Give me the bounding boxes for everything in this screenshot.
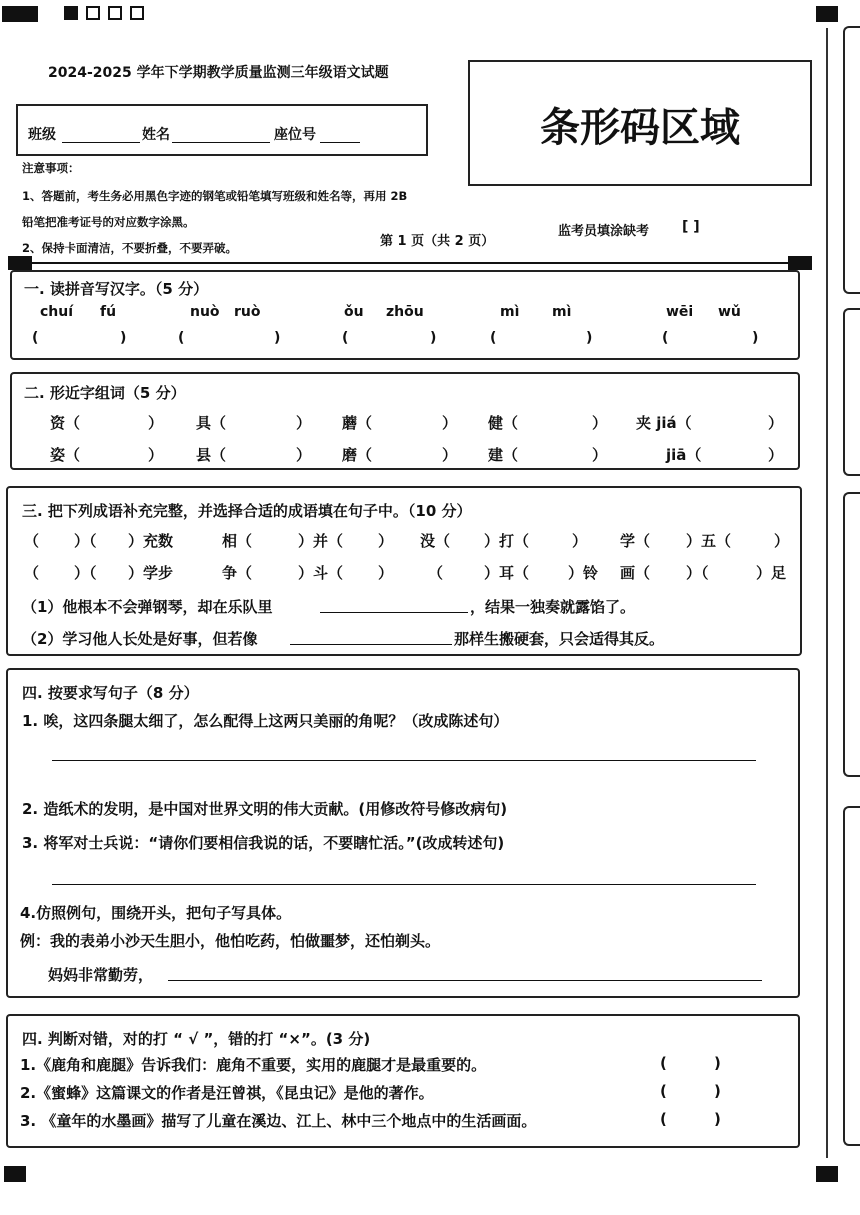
section-1-title: 一. 读拼音写汉字。（5 分） — [24, 280, 209, 298]
char-zi-2-close[interactable]: ） — [148, 446, 164, 464]
id-square-4 — [130, 6, 144, 20]
judge-item-2: 2.《蜜蜂》这篇课文的作者是汪曾祺，《昆虫记》是他的著作。 — [20, 1084, 434, 1102]
seat-label: 座位号 — [274, 127, 316, 143]
sentence-2-suffix: 那样生搬硬套，只会适得其反。 — [454, 630, 665, 648]
answer-4-open[interactable]: ( — [490, 330, 497, 346]
sentence-1-prefix: （1）他根本不会弹钢琴，却在乐队里 — [22, 598, 273, 616]
idiom-5-c[interactable]: ）学步 — [128, 564, 174, 582]
pinyin-7: mì — [500, 304, 520, 320]
note-1b: 铅笔把准考证号的对应数字涂黑。 — [22, 215, 195, 229]
name-field[interactable] — [172, 142, 270, 143]
sentence-2-prefix: （2）学习他人长处是好事，但若像 — [22, 630, 258, 648]
section-3-box — [6, 486, 802, 656]
name-label: 姓名 — [142, 127, 170, 143]
answer-5-open[interactable]: ( — [662, 330, 669, 346]
section-4-box — [6, 668, 800, 998]
pinyin-5: ǒu — [344, 304, 364, 320]
answer-1-open[interactable]: ( — [32, 330, 39, 346]
idiom-2-a[interactable]: 相（ — [222, 532, 253, 550]
char-jian-1-close[interactable]: ） — [592, 414, 608, 432]
top-separator-line — [28, 262, 788, 264]
notes-title: 注意事项： — [22, 161, 80, 175]
idiom-5-b[interactable]: ）（ — [74, 564, 97, 582]
pinyin-2: fú — [100, 304, 117, 320]
student-info-box — [16, 104, 428, 156]
id-square-2 — [86, 6, 100, 20]
sentence-2-blank[interactable] — [290, 644, 452, 645]
pinyin-1: chuí — [40, 304, 74, 320]
idiom-4-a[interactable]: 学（ — [620, 532, 651, 550]
idiom-2-b[interactable]: ）并（ — [298, 532, 344, 550]
idiom-1-a[interactable]: （ — [24, 532, 40, 550]
idiom-3-a[interactable]: 没（ — [420, 532, 451, 550]
answer-2-close[interactable]: ) — [274, 330, 281, 346]
idiom-7-c[interactable]: ）铃 — [568, 564, 599, 582]
idiom-5-a[interactable]: （ — [24, 564, 40, 582]
judge-1-close[interactable]: ) — [714, 1054, 721, 1072]
char-zi-2[interactable]: 姿（ — [50, 446, 81, 464]
char-mo-2[interactable]: 磨（ — [342, 446, 373, 464]
char-ju-close[interactable]: ） — [296, 414, 312, 432]
char-jia-1-close[interactable]: ） — [768, 414, 784, 432]
prompt-sentence: 妈妈非常勤劳， — [48, 966, 154, 984]
char-jia-1[interactable]: 夹 jiá（ — [636, 414, 692, 432]
char-mo-1-close[interactable]: ） — [442, 414, 458, 432]
answer-3-open[interactable]: ( — [342, 330, 349, 346]
char-xian-close[interactable]: ） — [296, 446, 312, 464]
answer-line-4-4[interactable] — [168, 980, 762, 981]
idiom-6-a[interactable]: 争（ — [222, 564, 253, 582]
page-info: 第 1 页（共 2 页） — [380, 234, 495, 249]
corner-mark-top-left — [2, 6, 38, 22]
judge-item-1: 1.《鹿角和鹿腿》告诉我们：鹿角不重要，实用的鹿腿才是最重要的。 — [20, 1056, 487, 1074]
idiom-2-c[interactable]: ） — [378, 532, 394, 550]
answer-3-close[interactable]: ) — [430, 330, 437, 346]
seat-field[interactable] — [320, 142, 360, 143]
idiom-6-b[interactable]: ）斗（ — [298, 564, 344, 582]
char-ju[interactable]: 具（ — [196, 414, 227, 432]
answer-4-close[interactable]: ) — [586, 330, 593, 346]
note-2: 2、保持卡面清洁，不要折叠，不要弄破。 — [22, 241, 237, 255]
char-mo-1[interactable]: 蘑（ — [342, 414, 373, 432]
pinyin-8: mì — [552, 304, 572, 320]
section-5-title: 四. 判断对错，对的打 “ √ ”，错的打 “×”。(3 分) — [22, 1030, 371, 1048]
idiom-8-b[interactable]: ）（ — [686, 564, 709, 582]
section-5-box — [6, 1014, 800, 1148]
question-4-2: 2. 造纸术的发明，是中国对世界文明的伟大贡献。(用修改符号修改病句) — [22, 800, 508, 818]
pinyin-9: wēi — [666, 304, 694, 320]
char-jian-2-close[interactable]: ） — [592, 446, 608, 464]
judge-3-close[interactable]: ) — [714, 1110, 721, 1128]
char-jia-2-close[interactable]: ） — [768, 446, 784, 464]
idiom-8-c[interactable]: ）足 — [756, 564, 787, 582]
id-square-1 — [64, 6, 78, 20]
idiom-4-c[interactable]: ） — [774, 532, 790, 550]
char-zi-1[interactable]: 资（ — [50, 414, 81, 432]
char-xian[interactable]: 县（ — [196, 446, 227, 464]
question-4-3: 3. 将军对士兵说：“请你们要相信我说的话，不要瞎忙活。”(改成转述句) — [22, 834, 505, 852]
pinyin-6: zhōu — [386, 304, 424, 320]
idiom-1-b[interactable]: ）（ — [74, 532, 97, 550]
answer-line-4-3[interactable] — [52, 884, 756, 885]
absent-checkbox[interactable]: [ ] — [682, 219, 700, 235]
idiom-4-b[interactable]: ）五（ — [686, 532, 732, 550]
idiom-8-a[interactable]: 画（ — [620, 564, 651, 582]
answer-5-close[interactable]: ) — [752, 330, 759, 346]
pinyin-10: wǔ — [718, 304, 741, 320]
char-zi-1-close[interactable]: ） — [148, 414, 164, 432]
note-1a: 1、答题前，考生务必用黑色字迹的钢笔或铅笔填写班级和姓名等，再用 2B — [22, 189, 408, 203]
pinyin-3: nuò — [190, 304, 220, 320]
sentence-1-blank[interactable] — [320, 612, 468, 613]
char-jia-2[interactable]: jiā（ — [666, 446, 702, 464]
pinyin-4: ruò — [234, 304, 261, 320]
section-3-title: 三. 把下列成语补充完整，并选择合适的成语填在句子中。（10 分） — [22, 502, 472, 520]
judge-item-3: 3. 《童年的水墨画》描写了儿童在溪边、江上、林中三个地点中的生活画面。 — [20, 1112, 537, 1130]
exam-title: 2024-2025 学年下学期教学质量监测三年级语文试题 — [48, 65, 389, 81]
idiom-3-b[interactable]: ）打（ — [484, 532, 530, 550]
barcode-label: 条形码区域 — [540, 104, 740, 151]
char-jian-1[interactable]: 健（ — [488, 414, 519, 432]
judge-1-open[interactable]: ( — [660, 1054, 667, 1072]
answer-line-4-1[interactable] — [52, 760, 756, 761]
class-label: 班级 — [28, 127, 56, 143]
side-bracket-3 — [843, 492, 860, 777]
char-mo-2-close[interactable]: ） — [442, 446, 458, 464]
judge-2-close[interactable]: ) — [714, 1082, 721, 1100]
answer-1-close[interactable]: ) — [120, 330, 127, 346]
question-4-1: 1. 唉，这四条腿太细了，怎么配得上这两只美丽的角呢？（改成陈述句） — [22, 712, 509, 730]
corner-mark-bottom-right — [816, 1166, 838, 1182]
section-2-box — [10, 372, 800, 470]
section-2-title: 二. 形近字组词（5 分） — [24, 384, 186, 402]
corner-mark-bottom-left — [4, 1166, 26, 1182]
idiom-1-c[interactable]: ）充数 — [128, 532, 174, 550]
idiom-6-c[interactable]: ） — [378, 564, 394, 582]
section-4-title: 四. 按要求写句子（8 分） — [22, 684, 199, 702]
judge-2-open[interactable]: ( — [660, 1082, 667, 1100]
class-field[interactable] — [62, 142, 140, 143]
sentence-1-suffix: ，结果一独奏就露馅了。 — [470, 598, 636, 616]
idiom-3-c[interactable]: ） — [572, 532, 588, 550]
corner-mark-top-right — [816, 6, 838, 22]
idiom-7-a[interactable]: （ — [428, 564, 444, 582]
side-bracket-4 — [843, 806, 860, 1146]
idiom-7-b[interactable]: ）耳（ — [484, 564, 530, 582]
side-bracket-2 — [843, 308, 860, 476]
absent-label: 监考员填涂缺考 — [558, 224, 650, 239]
timing-mark-right — [788, 256, 812, 270]
section-1-box — [10, 270, 800, 360]
question-4-4: 4.仿照例句，围绕开头，把句子写具体。 — [20, 904, 292, 922]
char-jian-2[interactable]: 建（ — [488, 446, 519, 464]
answer-2-open[interactable]: ( — [178, 330, 185, 346]
example-sentence: 例：我的表弟小沙天生胆小，他怕吃药，怕做噩梦，还怕剃头。 — [20, 932, 441, 950]
barcode-area — [468, 60, 812, 186]
judge-3-open[interactable]: ( — [660, 1110, 667, 1128]
right-margin-line — [826, 28, 828, 1158]
id-square-3 — [108, 6, 122, 20]
side-bracket-1 — [843, 26, 860, 294]
